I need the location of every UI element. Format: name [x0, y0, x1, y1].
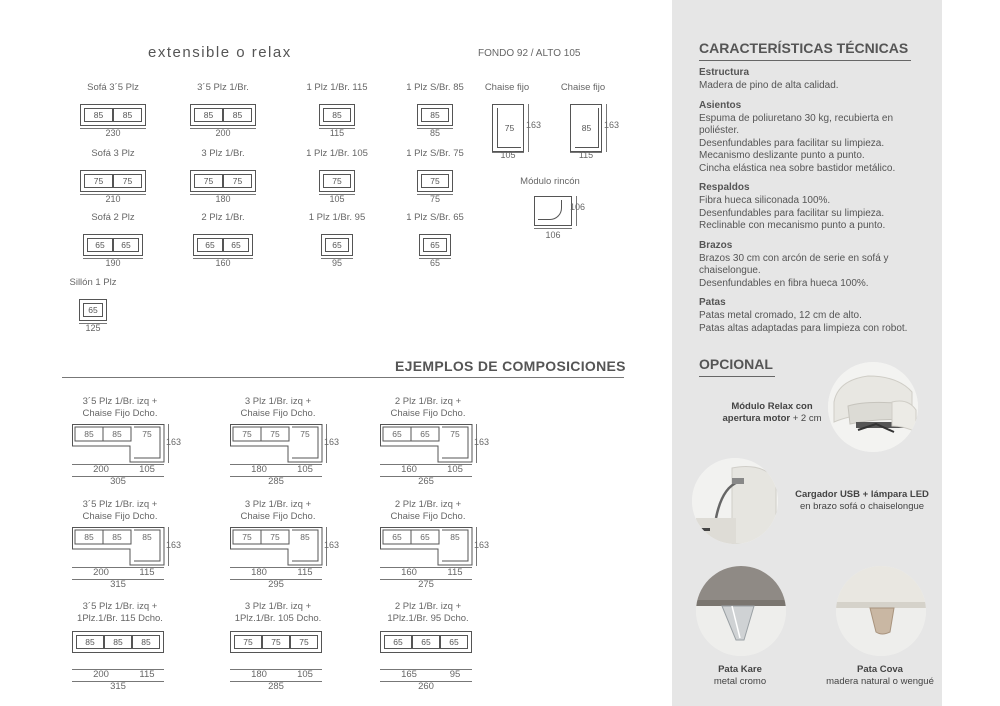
specs-panel	[672, 0, 942, 706]
seat-cushion: 85	[421, 108, 449, 122]
module-outline	[80, 104, 146, 126]
module-width: 75	[429, 194, 440, 204]
chaise-outline	[570, 104, 602, 152]
module-outline	[419, 234, 451, 256]
spec-heading-brazos: Brazos	[699, 239, 733, 251]
module-label: 2 Plz 1/Br.	[201, 212, 245, 223]
composition-label-line1: 3´5 Plz 1/Br. izq +	[82, 499, 158, 510]
seat-value: 65	[420, 532, 430, 542]
usb-lamp-illustration	[692, 458, 778, 544]
seat-cushion: 65	[87, 238, 113, 252]
composition-outline	[230, 631, 322, 653]
spec-line: Patas altas adaptadas para limpieza con robot.	[699, 322, 908, 334]
specs-rule	[699, 60, 911, 61]
leg-cova-name: Pata Cova	[857, 664, 903, 675]
composition-depth: 163	[474, 540, 490, 550]
segment-width-2: 105	[447, 464, 463, 475]
seat-cushion: 65	[423, 238, 447, 252]
relax-label-line2: apertura motor	[722, 413, 791, 424]
spec-line: poliéster.	[699, 125, 740, 136]
module-label: 1 Plz S/Br. 65	[406, 212, 464, 223]
corner-width: 106	[545, 230, 561, 240]
usb-label-line1: Cargador USB + lámpara LED	[795, 489, 929, 500]
seat-cushion: 75	[323, 174, 351, 188]
module-width: 125	[85, 323, 101, 333]
spec-line: Cincha elástica nea sobre bastidor metálico.	[699, 162, 896, 174]
module-outline	[417, 104, 453, 126]
chaise-width: 115	[578, 150, 594, 160]
usb-label-line2: en brazo sofá o chaiselongue	[799, 501, 925, 512]
seat-value: 85	[84, 429, 94, 439]
spec-line: Desenfundables para facilitar su limpieza.	[699, 207, 885, 219]
seat-value: 85	[84, 532, 94, 542]
module-width: 95	[331, 258, 342, 268]
composition-label-line1: 3 Plz 1/Br. izq +	[244, 601, 312, 612]
optional-rule	[699, 376, 775, 377]
corner-label: Módulo rincón	[520, 176, 580, 187]
seat-cushion: 85	[194, 108, 223, 122]
total-width: 260	[418, 681, 434, 692]
module-outline	[319, 104, 355, 126]
module-label: 3´5 Plz 1/Br.	[197, 82, 249, 93]
segment-width-2: 105	[139, 464, 155, 475]
chaise-seat	[497, 108, 521, 148]
seat-value: 65	[392, 429, 402, 439]
module-width: 200	[215, 128, 231, 138]
spec-line: Brazos 30 cm con arcón de serie en sofá y	[699, 252, 889, 264]
composition-8	[222, 601, 352, 691]
module-label: 3 Plz 1/Br.	[201, 148, 245, 159]
segment-width-2: 95	[449, 669, 461, 680]
leg-kare-photo	[696, 566, 786, 656]
module-label: Sillón 1 Plz	[69, 277, 117, 288]
leg-cova-photo	[836, 566, 926, 656]
spec-heading-respaldos: Respaldos	[699, 182, 750, 193]
leg-kare-name: Pata Kare	[718, 664, 762, 675]
chaise-seat	[575, 108, 599, 148]
corner-depth: 106	[570, 202, 586, 212]
composition-label-line2: 1Plz.1/Br. 115 Dcho.	[77, 613, 163, 624]
chaise-outline	[492, 104, 524, 152]
module-label: 1 Plz 1/Br. 95	[308, 212, 366, 223]
module-width: 230	[105, 128, 121, 138]
chaise-width: 105	[500, 150, 516, 160]
seat-cushion: 65	[412, 635, 440, 649]
composition-label-line2: Chaise Fijo Dcho.	[240, 408, 316, 419]
seat-cushion: 65	[197, 238, 223, 252]
usb-label	[782, 489, 942, 513]
module-width: 190	[105, 258, 121, 268]
spec-heading-asientos: Asientos	[699, 99, 742, 111]
segment-width-1: 200	[93, 669, 109, 680]
seat-value: 65	[420, 429, 430, 439]
total-width: 265	[418, 476, 434, 487]
module-width: 180	[215, 194, 231, 204]
segment-width-2: 115	[139, 669, 155, 680]
seat-cushion: 75	[84, 174, 113, 188]
chaise-seat-value: 85	[581, 122, 592, 133]
composition-label-line2: Chaise Fijo Dcho.	[82, 408, 158, 419]
composition-label-line1: 3 Plz 1/Br. izq +	[244, 396, 312, 407]
module-label: Sofá 3´5 Plz	[87, 82, 139, 93]
module-label: 1 Plz 1/Br. 115	[306, 82, 368, 93]
total-width: 275	[418, 579, 434, 590]
module-label: 1 Plz 1/Br. 105	[306, 148, 368, 159]
total-width: 315	[110, 681, 126, 692]
total-width: 285	[268, 476, 284, 487]
relax-label-line1: Módulo Relax con	[731, 401, 813, 412]
specs-title: CARACTERÍSTICAS TÉCNICAS	[699, 40, 909, 56]
composition-depth: 163	[474, 437, 490, 447]
seat-value: 75	[270, 429, 280, 439]
composition-depth: 163	[324, 540, 340, 550]
segment-width-2: 115	[447, 567, 463, 578]
composition-label-line1: 2 Plz 1/Br. izq +	[394, 601, 462, 612]
module-outline	[79, 299, 107, 321]
seat-cushion: 85	[104, 635, 132, 649]
seat-value: 75	[300, 429, 310, 439]
spec-line: Patas metal cromado, 12 cm de alto.	[699, 310, 862, 321]
composition-label-line1: 3 Plz 1/Br. izq +	[244, 499, 312, 510]
spec-line: Madera de pino de alta calidad.	[699, 80, 839, 91]
module-outline	[193, 234, 253, 256]
spec-heading-estructura: Estructura	[699, 67, 750, 78]
composition-label-line2: Chaise Fijo Dcho.	[240, 511, 316, 522]
composition-label-line1: 3´5 Plz 1/Br. izq +	[82, 396, 158, 407]
leg-cova-label	[818, 664, 942, 688]
module-outline	[80, 170, 146, 192]
seat-cushion: 65	[223, 238, 249, 252]
composition-5	[222, 499, 352, 589]
seat-value: 85	[112, 532, 122, 542]
examples-rule	[62, 377, 624, 378]
segment-width-2: 105	[297, 669, 313, 680]
spec-line: Mecanismo deslizante punto a punto.	[699, 150, 865, 161]
module-label: 1 Plz S/Br. 85	[406, 82, 464, 93]
module-outline	[190, 104, 256, 126]
chaise-depth: 163	[604, 120, 620, 130]
seat-cushion: 65	[113, 238, 139, 252]
composition-label-line2: Chaise Fijo Dcho.	[390, 511, 466, 522]
corner-outline	[534, 196, 572, 226]
optional-title: OPCIONAL	[699, 356, 773, 372]
segment-width-1: 165	[401, 669, 417, 680]
total-width: 305	[110, 476, 126, 487]
seat-cushion: 65	[440, 635, 468, 649]
width-line	[534, 228, 572, 229]
segment-width-1: 160	[401, 567, 417, 578]
seat-value: 75	[242, 532, 252, 542]
composition-label-line1: 3´5 Plz 1/Br. izq +	[82, 601, 158, 612]
chaise-seat-value: 75	[504, 122, 515, 133]
module-width: 65	[429, 258, 440, 268]
segment-width-1: 180	[251, 464, 267, 475]
seat-cushion: 85	[223, 108, 252, 122]
relax-photo	[828, 362, 918, 452]
module-label: 1 Plz S/Br. 75	[406, 148, 464, 159]
composition-label-line2: Chaise Fijo Dcho.	[390, 408, 466, 419]
module-outline	[190, 170, 256, 192]
composition-4	[64, 499, 194, 589]
spec-line: Desenfundables para facilitar su limpieza.	[699, 137, 885, 149]
composition-label-line1: 2 Plz 1/Br. izq +	[394, 499, 462, 510]
module-width: 105	[329, 194, 345, 204]
chaise-label: Chaise fijo	[560, 82, 606, 93]
kare-leg-illustration	[696, 566, 786, 656]
seat-cushion: 85	[132, 635, 160, 649]
leg-kare-label	[692, 664, 788, 688]
seat-cushion: 65	[83, 303, 103, 317]
composition-2	[222, 396, 352, 486]
segment-width-1: 180	[251, 669, 267, 680]
composition-outline	[72, 631, 164, 653]
spec-line: Fibra hueca siliconada 100%.	[699, 195, 831, 206]
relax-label-extra: + 2 cm	[790, 413, 822, 424]
composition-depth: 163	[324, 437, 340, 447]
composition-label-line1: 2 Plz 1/Br. izq +	[394, 396, 462, 407]
composition-outline	[380, 631, 472, 653]
dimensions-note: FONDO 92 / ALTO 105	[478, 48, 581, 59]
composition-label-line2: Chaise Fijo Dcho.	[82, 511, 158, 522]
composition-9	[372, 601, 502, 691]
seat-value: 65	[392, 532, 402, 542]
module-width: 210	[105, 194, 121, 204]
segment-width-2: 105	[297, 464, 313, 475]
segment-width-1: 180	[251, 567, 267, 578]
composition-label-line2: 1Plz.1/Br. 105 Dcho.	[234, 613, 322, 624]
segment-width-1: 200	[93, 464, 109, 475]
seat-value: 75	[142, 429, 152, 439]
seat-value: 85	[112, 429, 122, 439]
seat-cushion: 75	[421, 174, 449, 188]
seat-value: 85	[300, 532, 310, 542]
module-outline	[319, 170, 355, 192]
segment-width-2: 115	[297, 567, 313, 578]
seat-value: 75	[270, 532, 280, 542]
total-width: 295	[268, 579, 284, 590]
module-width: 115	[329, 128, 345, 138]
module-width: 85	[429, 128, 440, 138]
seat-value: 85	[142, 532, 152, 542]
seat-cushion: 85	[323, 108, 351, 122]
page-title: extensible o relax	[148, 44, 292, 61]
segment-width-1: 160	[401, 464, 417, 475]
composition-depth: 163	[166, 540, 182, 550]
spec-line: chaiselongue.	[699, 265, 761, 276]
seat-cushion: 75	[194, 174, 223, 188]
composition-3	[372, 396, 502, 486]
leg-kare-material: metal cromo	[713, 676, 767, 687]
cova-leg-illustration	[836, 566, 926, 656]
module-width: 160	[215, 258, 231, 268]
seat-cushion: 75	[290, 635, 318, 649]
module-outline	[321, 234, 353, 256]
seat-cushion: 85	[76, 635, 104, 649]
composition-6	[372, 499, 502, 589]
module-outline	[417, 170, 453, 192]
module-label: Sofá 3 Plz	[91, 148, 135, 159]
composition-1	[64, 396, 194, 486]
corner-seat-curve	[538, 200, 562, 220]
seat-cushion: 75	[262, 635, 290, 649]
total-width: 315	[110, 579, 126, 590]
seat-cushion: 75	[113, 174, 142, 188]
relax-label	[710, 401, 834, 425]
total-width: 285	[268, 681, 284, 692]
examples-title: EJEMPLOS DE COMPOSICIONES	[395, 358, 626, 374]
seat-value: 75	[450, 429, 460, 439]
seat-cushion: 85	[84, 108, 113, 122]
seat-cushion: 65	[384, 635, 412, 649]
spec-heading-patas: Patas	[699, 297, 726, 308]
usb-photo	[692, 458, 778, 544]
composition-depth: 163	[166, 437, 182, 447]
seat-cushion: 75	[223, 174, 252, 188]
segment-width-1: 200	[93, 567, 109, 578]
composition-7	[64, 601, 194, 691]
leg-cova-material: madera natural o wengué	[826, 676, 934, 687]
composition-label-line2: 1Plz.1/Br. 95 Dcho.	[387, 613, 469, 624]
spec-line: Desenfundables en fibra hueca 100%.	[699, 277, 869, 289]
chaise-depth: 163	[526, 120, 542, 130]
seat-value: 75	[242, 429, 252, 439]
seat-value: 85	[450, 532, 460, 542]
chaise-label: Chaise fijo	[484, 82, 530, 93]
seat-cushion: 65	[325, 238, 349, 252]
spec-line: Espuma de poliuretano 30 kg, recubierta en	[699, 112, 894, 124]
segment-width-2: 115	[139, 567, 155, 578]
module-label: Sofá 2 Plz	[91, 212, 135, 223]
spec-line: Reclinable con mecanismo punto a punto.	[699, 220, 886, 231]
relax-sofa-illustration	[828, 362, 918, 452]
module-outline	[83, 234, 143, 256]
seat-cushion: 75	[234, 635, 262, 649]
seat-cushion: 85	[113, 108, 142, 122]
